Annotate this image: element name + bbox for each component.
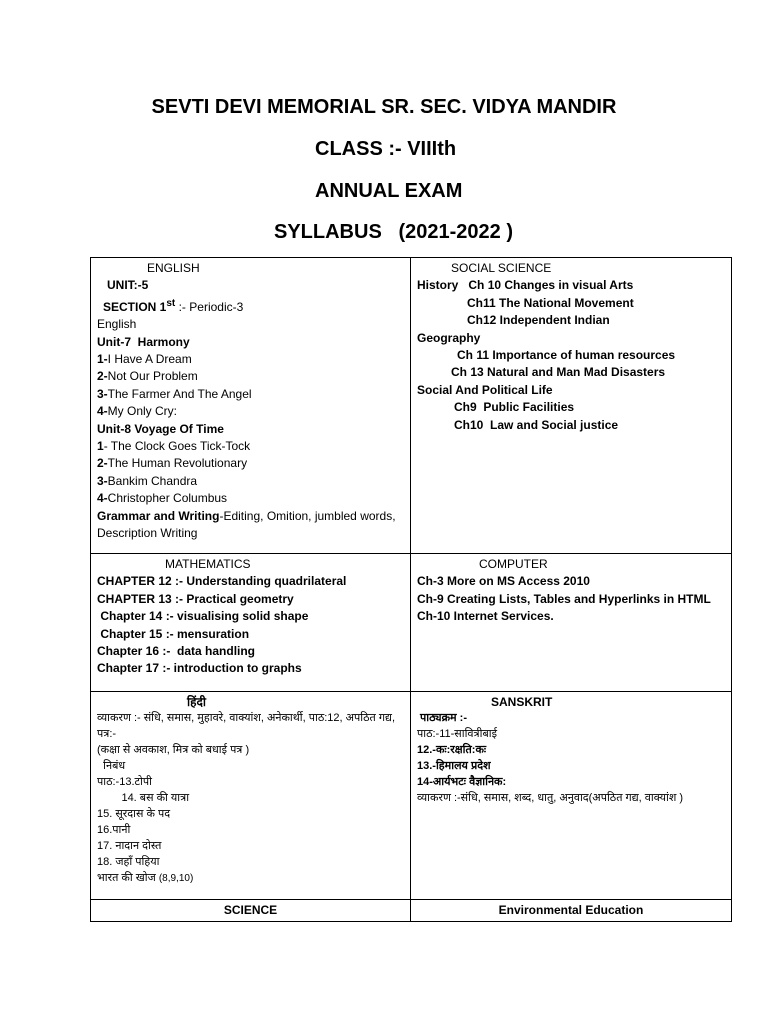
social-title: SOCIAL SCIENCE: [451, 261, 552, 275]
english-subject: English: [97, 317, 137, 332]
maths-title: MATHEMATICS: [165, 557, 251, 571]
list-item: 2-Not Our Problem: [97, 369, 198, 384]
list-item: (कक्षा से अवकाश, मित्र को बधाई पत्र ): [97, 744, 250, 756]
english-unit: UNIT:-5: [107, 278, 149, 293]
list-item: निबंध: [97, 760, 126, 772]
exam-label: ANNUAL EXAM: [315, 180, 463, 202]
list-item: Chapter 16 :- data handling: [97, 644, 256, 659]
science-cell: SCIENCE: [91, 900, 411, 922]
list-item: 18. जहाँ पहिया: [97, 856, 160, 868]
list-item: 16.पानी: [97, 824, 131, 836]
list-item: 12.-कः:रक्षति:कः: [417, 744, 487, 756]
english-title: ENGLISH: [147, 261, 200, 275]
list-item: Ch11 The National Movement: [467, 295, 634, 310]
list-item: Chapter 17 :- introduction to graphs: [97, 661, 302, 676]
list-item: Ch-3 More on MS Access 2010: [417, 574, 590, 589]
table-row: [91, 900, 732, 922]
list-item: 4-My Only Cry:: [97, 404, 178, 419]
list-item: 1-I Have A Dream: [97, 352, 192, 367]
list-item: पाठ:-13.टोपी: [97, 776, 152, 788]
list-item: 2-The Human Revolutionary: [97, 456, 248, 471]
table-row: [91, 692, 732, 900]
computer-title: COMPUTER: [479, 557, 548, 571]
english-section: SECTION 1st :- Periodic-3: [103, 297, 244, 314]
list-item: भारत की खोज (8,9,10): [97, 872, 194, 884]
list-item: Ch12 Independent Indian: [467, 313, 610, 328]
sanskrit-title: SANSKRIT: [491, 695, 553, 709]
list-item: Chapter 15 :- mensuration: [97, 626, 250, 641]
list-item: पाठ:-11-सावित्रीबाई: [417, 728, 497, 740]
history-line: History Ch 10 Changes in visual Arts: [417, 278, 634, 293]
english-grammar: Grammar and Writing-Editing, Omition, jumbled words, Description Writing: [97, 508, 396, 541]
syllabus-label: SYLLABUS (2021-2022 ): [274, 221, 513, 243]
list-item: Ch-9 Creating Lists, Tables and Hyperlinks in HTML: [417, 591, 711, 606]
list-item: Ch9 Public Facilities: [454, 400, 575, 415]
list-item: Ch 11 Importance of human resources: [457, 348, 676, 363]
table-row: [91, 554, 732, 692]
table-row: [91, 258, 732, 554]
list-item: 3-The Farmer And The Angel: [97, 386, 252, 401]
english-unit7: Unit-7 Harmony: [97, 334, 190, 349]
sanskrit-cell: [411, 692, 732, 900]
list-item: Ch10 Law and Social justice: [454, 417, 619, 432]
english-cell: [91, 258, 411, 554]
geography-label: Geography: [417, 330, 481, 345]
list-item: CHAPTER 12 :- Understanding quadrilateral: [97, 574, 347, 589]
list-item: Ch-10 Internet Services.: [417, 609, 554, 624]
list-item: 17. नादान दोस्त: [97, 840, 162, 852]
environmental-education-cell: Environmental Education: [411, 900, 732, 922]
hindi-cell: [91, 692, 411, 900]
list-item: Chapter 14 :- visualising solid shape: [97, 609, 309, 624]
list-item: 3-Bankim Chandra: [97, 473, 198, 488]
list-item: CHAPTER 13 :- Practical geometry: [97, 591, 294, 606]
hindi-title: हिंदी: [187, 695, 206, 709]
list-item: Ch 13 Natural and Man Mad Disasters: [451, 365, 666, 380]
list-item: 4-Christopher Columbus: [97, 491, 228, 506]
list-item: 13.-हिमालय प्रदेश: [417, 760, 491, 772]
list-item: 14-आर्यभटः वैज्ञानिक:: [417, 776, 507, 788]
syllabus-table: [90, 257, 732, 922]
school-title: SEVTI DEVI MEMORIAL SR. SEC. VIDYA MANDIR: [151, 96, 617, 118]
list-item: 14. बस की यात्रा: [97, 792, 190, 804]
computer-cell: [411, 554, 732, 692]
list-item: पाठ्यक्रम :-: [417, 712, 467, 724]
list-item: 1- The Clock Goes Tick-Tock: [97, 439, 251, 454]
english-unit8: Unit-8 Voyage Of Time: [97, 421, 224, 436]
class-label: CLASS :- VIIIth: [315, 138, 457, 160]
list-item: व्याकरण :-संधि, समास, शब्द, धातु, अनुवाद(अपठित गद्य, वाक्यांश ): [417, 792, 684, 804]
mathematics-cell: [91, 554, 411, 692]
social-science-cell: [411, 258, 732, 554]
hindi-grammar: व्याकरण :- संधि, समास, मुहावरे, वाक्यांश, अनेकार्थी, पाठ:12, अपठित गद्य, पत्र:-: [97, 712, 396, 740]
list-item: 15. सूरदास के पद: [97, 808, 171, 820]
spl-label: Social And Political Life: [417, 382, 553, 397]
